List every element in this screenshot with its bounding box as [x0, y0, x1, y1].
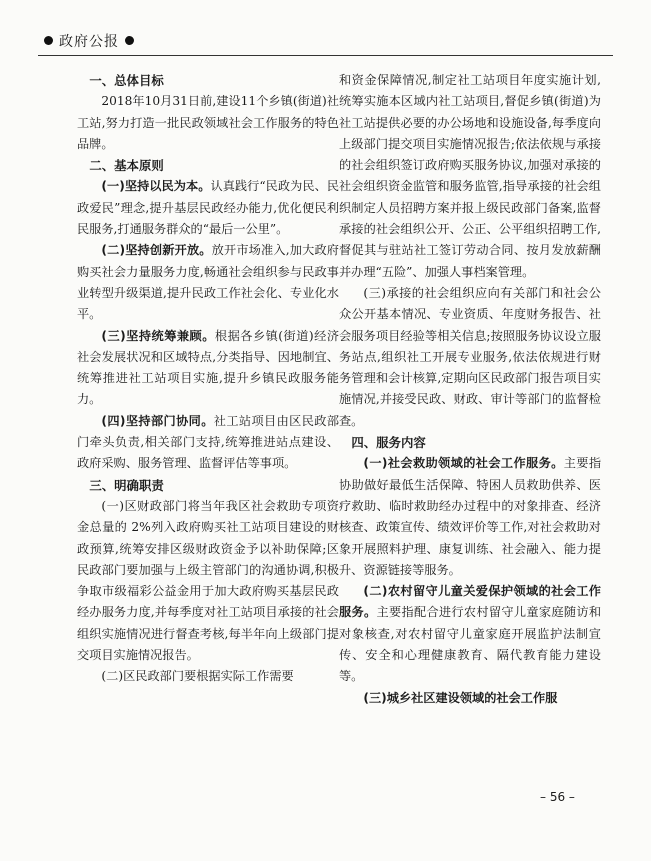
- left-column: [77, 70, 339, 688]
- paragraph: (一)区财政部门将当年我区社会救助专项资金总量的 2%列入政府购买社工站项目建设的财政预算,统筹安排区级财政资金予以补助保障;区民政部门要加强与上级主管部门的沟通协调,积极争取市级福彩公益金用于加大政府购买基层民政经办服务力度,并每季度对社工站项目承接的社会组织实施情况进行督查考核,每半年向上级部门提交项目实施情况报告。: [77, 498, 339, 663]
- paragraph-text: 主要指配合进行农村留守儿童家庭随访和对象核查,对农村留守儿童家庭开展监护法制宣传、安全和心理健康教育、隔代教育能力建设等。: [339, 605, 602, 684]
- section-heading: 一、总体目标: [89, 73, 164, 88]
- paragraph: [339, 688, 601, 709]
- paragraph: [339, 453, 601, 581]
- bullet-dot-icon: [125, 36, 134, 45]
- section-heading: 二、基本原则: [89, 158, 164, 174]
- paragraph-text: 认真践行“民政为民、民政爱民”理念,提升基层民政经办能力,优化便民利民服务,打通服务群众的“最后一公里”。: [77, 179, 340, 237]
- paragraph: 和资金保障情况,制定社工站项目年度实施计划,统筹实施本区域内社工站项目,督促乡镇(街道)为社工站提供必要的办公场地和设施设备,每季度向上级部门提交项目实施情况报告;依法依规与承接的社会组织签订政府购买服务协议,加强对承接的社会组织资金监管和服务监管,指导承接的社会组织制定人员招聘方案并报上级民政部门备案,监督承接的社会组织公开、公正、公平组织招聘工作,督促其与驻站社工签订劳动合同、按月发放薪酬并办理“五险”、加强人事档案管理。: [339, 73, 601, 279]
- paragraph: [77, 240, 339, 325]
- right-column: [339, 70, 601, 709]
- paragraph: [339, 581, 601, 687]
- paragraph: 2018年10月31日前,建设11个乡镇(街道)社工站,努力打造一批民政领域社会工作服务的特色品牌。: [77, 94, 339, 151]
- paragraph-text: 放开市场准入,加大政府购买社会力量服务力度,畅通社会组织参与民政事业转型升级渠道,提升民政工作社会化、专业化水平。: [77, 243, 339, 322]
- paragraph-text: 根据各乡镇(街道)经济社会发展状况和区域特点,分类指导、因地制宜、统筹推进社工站项目实施,提升乡镇民政服务能力。: [77, 328, 340, 407]
- paragraph-keyword: (四)坚持部门协同。: [101, 413, 214, 428]
- paragraph-text: 主要指协助做好最低生活保障、特困人员救助供养、医疗救助、临时救助经办过程中的对象排查、经济核查、政策宣传、绩效评价等工作,对社会救助对象开展照料护理、康复训练、社会融入、能力提升、资源链接等服务。: [339, 456, 602, 577]
- paragraph: (三)承接的社会组织应向有关部门和社会公众公开基本情况、专业资质、年度财务报告、社会服务项目经验等相关信息;按照服务协议设立服务站点,组织社工开展专业服务,依法依规进行财务管理和会计核算,定期向区民政部门报告项目实施情况,并接受民政、财政、审计等部门的监督检查。: [339, 285, 601, 428]
- paragraph: (二)区民政部门要根据实际工作需要: [101, 669, 294, 684]
- paragraph-keyword: (一)坚持以民为本。: [101, 179, 211, 194]
- bullet-dot-icon: [44, 36, 53, 45]
- paragraph: [77, 176, 339, 240]
- paragraph: [77, 326, 339, 411]
- header-rule: [38, 55, 613, 56]
- paragraph-keyword: (二)农村留守儿童关爱保护领域的社会工作服务。: [339, 584, 601, 620]
- paragraph: [77, 411, 339, 475]
- paragraph-keyword: (二)坚持创新开放。: [101, 243, 212, 258]
- page-number: – 56 –: [540, 790, 575, 804]
- paragraph-keyword: (三)坚持统筹兼顾。: [101, 328, 215, 343]
- page-header: [38, 32, 613, 54]
- paragraph-keyword: (三)城乡社区建设领域的社会工作服: [363, 690, 558, 705]
- header-title: [38, 32, 140, 52]
- paragraph-text: 社工站项目由区民政部门牵头负责,相关部门支持,统筹推进站点建设、政府采购、服务管理、监督评估等事项。: [77, 413, 340, 471]
- section-heading: 三、明确职责: [89, 477, 164, 493]
- section-heading: 四、服务内容: [351, 435, 426, 451]
- header-title-text: 政府公报: [59, 34, 119, 50]
- paragraph-keyword: (一)社会救助领域的社会工作服务。: [363, 456, 564, 471]
